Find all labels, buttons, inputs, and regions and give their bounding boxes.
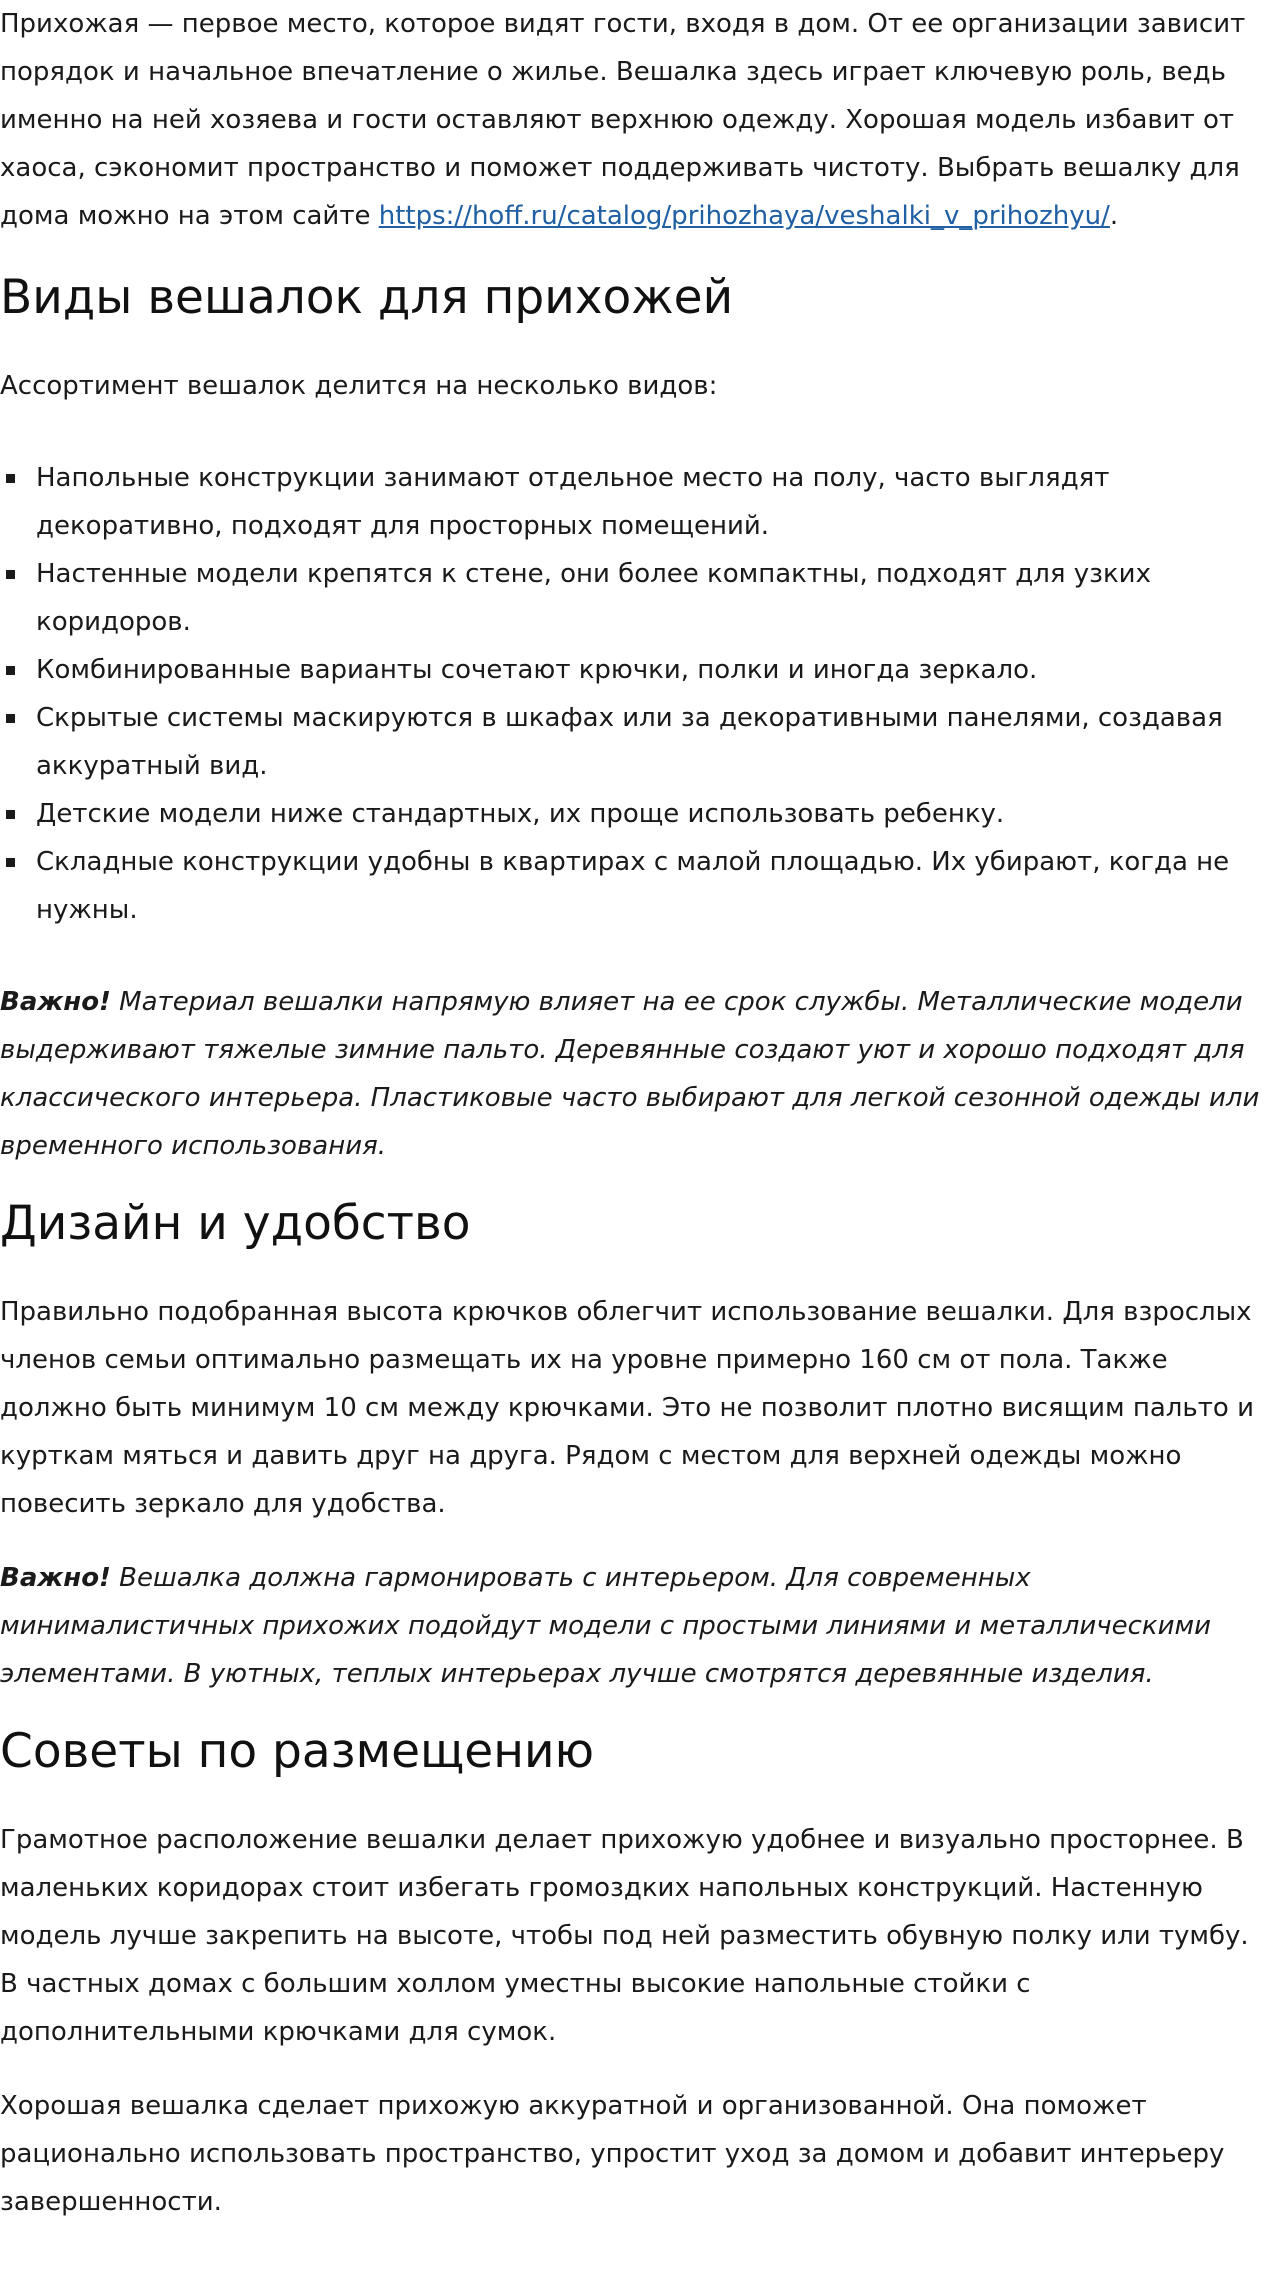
note-text: Вешалка должна гармонировать с интерьером. Для современных минималистичных прихожих подойдут модели с простыми линиями и металлическими элементами. В уютных, теплых интерьерах лучше смотрятся деревянные изделия. bbox=[0, 1563, 1212, 1689]
square-bullet-icon bbox=[6, 714, 15, 723]
square-bullet-icon bbox=[6, 474, 15, 483]
note-label: Важно! bbox=[0, 987, 111, 1017]
list-item bbox=[0, 694, 1270, 790]
material-note bbox=[0, 978, 1270, 1170]
intro-text: Прихожая — первое место, которое видят гости, входя в дом. От ее организации зависит порядок и начальное впечатление о жилье. Вешалка здесь играет ключевую роль, ведь именно на ней хозяева и гости оставляют верхнюю одежду. Хорошая модель избавит от хаоса, сэкономит пространство и поможет поддерживать чистоту. Выбрать вешалку для дома можно на этом сайте bbox=[0, 9, 1246, 231]
list-item-text: Настенные модели крепятся к стене, они более компактны, подходят для узких коридоров. bbox=[36, 559, 1151, 637]
list-item bbox=[0, 550, 1270, 646]
list-item-text: Детские модели ниже стандартных, их проще использовать ребенку. bbox=[36, 799, 1005, 829]
heading-design: Дизайн и удобство bbox=[0, 1196, 471, 1251]
types-lead-paragraph: Ассортимент вешалок делится на несколько видов: bbox=[0, 371, 718, 401]
heading-placement: Советы по размещению bbox=[0, 1724, 595, 1779]
list-item-text: Комбинированные варианты сочетают крючки, полки и иногда зеркало. bbox=[36, 655, 1038, 685]
conclusion-paragraph: Хорошая вешалка сделает прихожую аккуратной и организованной. Она поможет рационально использовать пространство, упростит уход за домом и добавит интерьеру завершенности. bbox=[0, 2091, 1225, 2217]
list-item bbox=[0, 790, 1270, 838]
square-bullet-icon bbox=[6, 570, 15, 579]
types-list bbox=[0, 454, 1270, 934]
list-item bbox=[0, 454, 1270, 550]
heading-types: Виды вешалок для прихожей bbox=[0, 270, 734, 325]
placement-paragraph: Грамотное расположение вешалки делает прихожую удобнее и визуально просторнее. В маленьких коридорах стоит избегать громоздких напольных конструкций. Настенную модель лучше закрепить на высоте, чтобы под ней разместить обувную полку или тумбу. В частных домах с большим холлом уместны высокие напольные стойки с дополнительными крючками для сумок. bbox=[0, 1825, 1249, 2047]
intro-period: . bbox=[1109, 201, 1119, 231]
square-bullet-icon bbox=[6, 858, 15, 867]
note-label: Важно! bbox=[0, 1563, 111, 1593]
list-item-text: Скрытые системы маскируются в шкафах или за декоративными панелями, создавая аккуратный вид. bbox=[36, 703, 1223, 781]
design-paragraph: Правильно подобранная высота крючков облегчит использование вешалки. Для взрослых членов семьи оптимально размещать их на уровне примерно 160 см от пола. Также должно быть минимум 10 см между крючками. Это не позволит плотно висящим пальто и курткам мяться и давить друг на друга. Рядом с местом для верхней одежды можно повесить зеркало для удобства. bbox=[0, 1297, 1254, 1519]
list-item-text: Напольные конструкции занимают отдельное место на полу, часто выглядят декоративно, подходят для просторных помещений. bbox=[36, 463, 1110, 541]
intro-paragraph bbox=[0, 0, 1270, 240]
square-bullet-icon bbox=[6, 810, 15, 819]
list-item bbox=[0, 646, 1270, 694]
square-bullet-icon bbox=[6, 666, 15, 675]
hoff-catalog-link[interactable]: https://hoff.ru/catalog/prihozhaya/veshalki_v_prihozhyu/ bbox=[378, 201, 1110, 231]
note-text: Материал вешалки напрямую влияет на ее срок службы. Металлические модели выдерживают тяжелые зимние пальто. Деревянные создают уют и хорошо подходят для классического интерьера. Пластиковые часто выбирают для легкой сезонной одежды или временного использования. bbox=[0, 987, 1260, 1161]
interior-note bbox=[0, 1554, 1270, 1698]
list-item-text: Складные конструкции удобны в квартирах с малой площадью. Их убирают, когда не нужны. bbox=[36, 847, 1230, 925]
list-item bbox=[0, 838, 1270, 934]
